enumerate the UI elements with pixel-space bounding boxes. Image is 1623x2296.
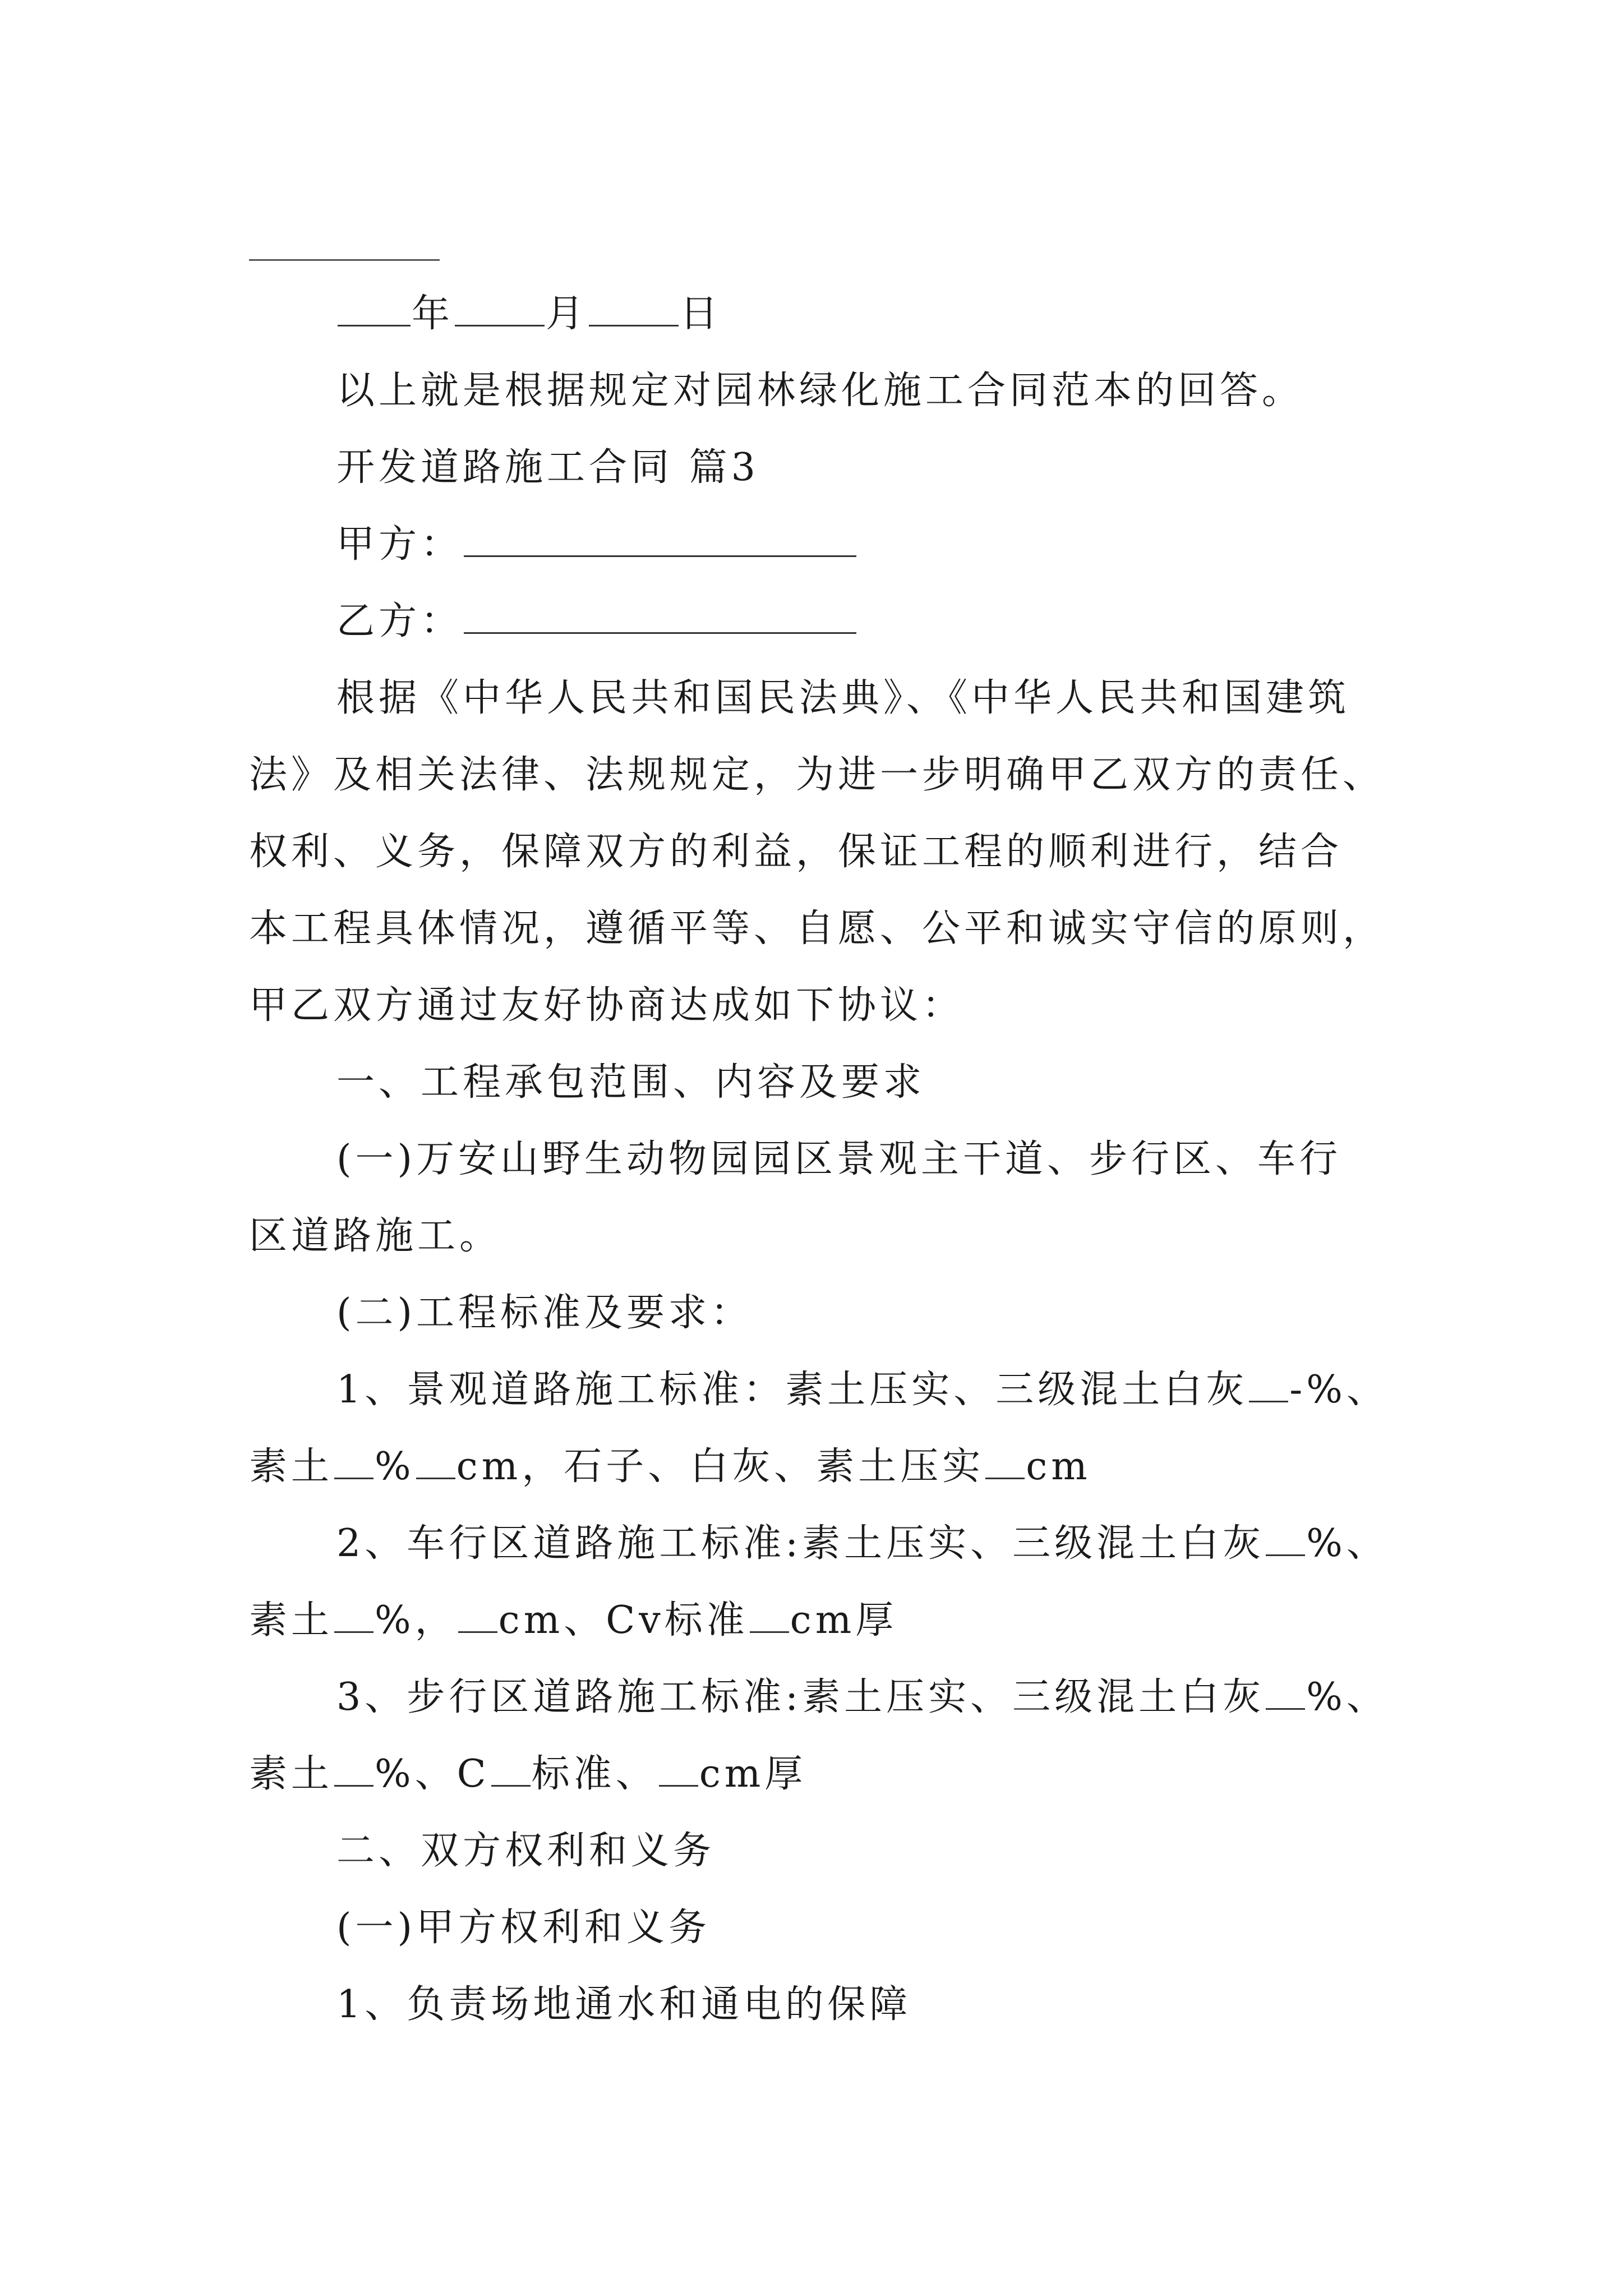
party-b-blank	[464, 632, 856, 634]
month-label: 月	[546, 292, 588, 336]
blank	[416, 1478, 455, 1479]
party-a-label: 甲方：	[336, 522, 463, 567]
closing-text: 以上就是根据规定对园林绿化施工合同范本的回答。	[336, 369, 1304, 413]
party-a-line	[336, 522, 857, 567]
standard-1-line: 素土 % cm，石子、白灰、素土压实 cm	[249, 1444, 1091, 1489]
blank	[458, 1631, 497, 1633]
intro-line: 甲乙双方通过友好协商达成如下协议：	[249, 983, 965, 1028]
blank	[750, 1631, 789, 1633]
date-line	[336, 292, 722, 337]
blank	[334, 1478, 374, 1479]
blank	[334, 1631, 374, 1633]
blank	[589, 325, 679, 326]
subheading: (一)甲方权利和义务	[336, 1906, 711, 1950]
signature-line	[249, 259, 440, 261]
intro-line: 本工程具体情况，遵循平等、自愿、公平和诚实守信的原则，	[249, 907, 1385, 951]
party-a-blank	[464, 555, 856, 557]
blank	[659, 1785, 698, 1787]
party-b-line	[336, 599, 857, 644]
blank	[455, 325, 545, 326]
blank	[338, 325, 411, 326]
day-label: 日	[680, 292, 722, 336]
item-1-line: (一)万安山野生动物园园区景观主干道、步行区、车行	[336, 1137, 1342, 1181]
blank	[985, 1478, 1025, 1479]
obligation-item: 1、负责场地通水和通电的保障	[336, 1982, 912, 2027]
standard-2-line: 素土 %， cm、Cv标准 cm厚	[249, 1598, 898, 1642]
heading-1: 一、工程承包范围、内容及要求	[336, 1060, 926, 1105]
blank	[1249, 1401, 1288, 1402]
blank	[1266, 1708, 1305, 1710]
intro-line: 法》及相关法律、法规规定，为进一步明确甲乙双方的责任、	[249, 753, 1385, 797]
item-1-line: 区道路施工。	[249, 1214, 502, 1258]
standard-2-line: 2、车行区道路施工标准:素土压实、三级混土白灰 %、	[336, 1521, 1389, 1566]
intro-line: 权利、义务，保障双方的利益，保证工程的顺利进行，结合	[249, 830, 1343, 874]
standard-1-line: 1、景观道路施工标准：素土压实、三级混土白灰 -%、	[336, 1368, 1389, 1412]
blank	[491, 1785, 531, 1787]
item-2: (二)工程标准及要求：	[336, 1291, 753, 1335]
blank	[334, 1785, 374, 1787]
blank	[1266, 1554, 1305, 1556]
section-title: 开发道路施工合同 篇3	[336, 445, 759, 490]
year-label: 年	[412, 292, 454, 336]
intro-line: 根据《中华人民共和国民法典》、《中华人民共和国建筑	[336, 676, 1350, 720]
party-b-label: 乙方：	[336, 599, 463, 643]
standard-3-line: 3、步行区道路施工标准:素土压实、三级混土白灰 %、	[336, 1675, 1389, 1719]
heading-2: 二、双方权利和义务	[336, 1829, 716, 1873]
standard-3-line: 素土 %、C 标准、 cm厚	[249, 1752, 807, 1796]
